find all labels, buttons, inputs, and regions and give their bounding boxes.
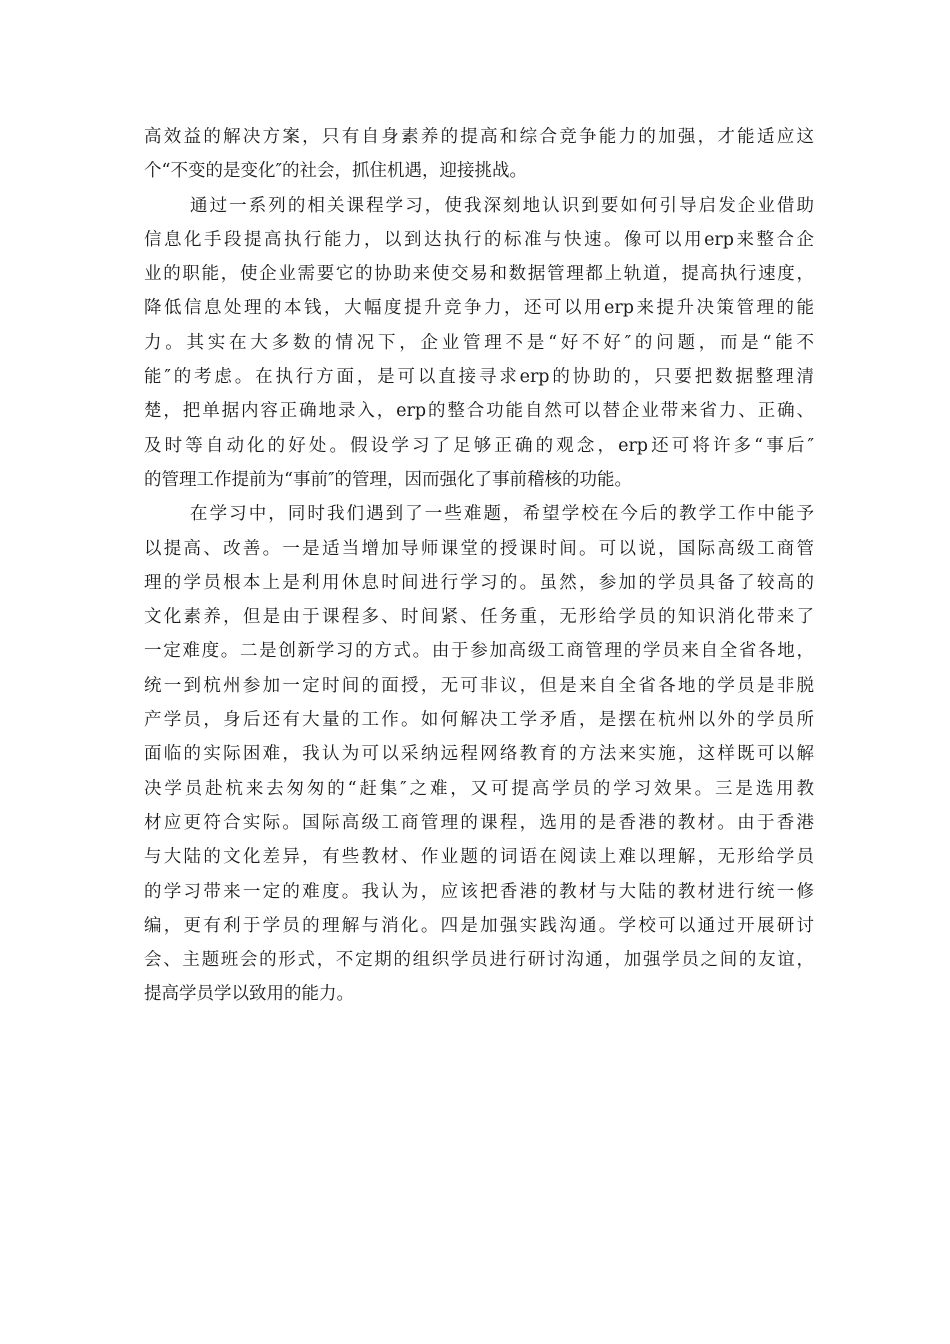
paragraph-3-line-6: 统一到杭州参加一定时间的面授，无可非议，但是来自全省各地的学员是非脱 bbox=[144, 675, 814, 696]
paragraph-2-line-7: 楚，把单据内容正确地录入，erp的整合功能自然可以替企业带来省力、正确、 bbox=[144, 401, 814, 422]
paragraph-1-line-2: 个“不变的是变化″的社会，抓住机遇，迎接挑战。 bbox=[144, 161, 527, 182]
paragraph-1-line-1: 高效益的解决方案，只有自身素养的提高和综合竞争能力的加强，才能适应这 bbox=[144, 127, 814, 147]
paragraph-3-line-7: 产学员，身后还有大量的工作。如何解决工学矛盾，是摆在杭州以外的学员所 bbox=[144, 710, 814, 731]
paragraph-2-line-6: 能″的考虑。在执行方面，是可以直接寻求erp的协助的，只要把数据整理清 bbox=[144, 367, 814, 388]
body-text bbox=[144, 120, 814, 1012]
paragraph-2-line-3: 业的职能，使企业需要它的协助来使交易和数据管理都上轨道，提高执行速度， bbox=[144, 264, 814, 285]
paragraph-3-line-10: 材应更符合实际。国际高级工商管理的课程，选用的是香港的教材。由于香港 bbox=[144, 812, 814, 833]
paragraph-3-line-3: 理的学员根本上是利用休息时间进行学习的。虽然，参加的学员具备了较高的 bbox=[144, 572, 814, 593]
paragraph-3-line-2: 以提高、改善。一是适当增加导师课堂的授课时间。可以说，国际高级工商管 bbox=[144, 538, 814, 559]
paragraph-3-line-14: 会、主题班会的形式，不定期的组织学员进行研讨沟通，加强学员之间的友谊， bbox=[144, 950, 814, 971]
paragraph-2-line-5: 力。其实在大多数的情况下，企业管理不是“好不好″的问题，而是“能不 bbox=[144, 332, 814, 353]
paragraph-3-line-11: 与大陆的文化差异，有些教材、作业题的词语在阅读上难以理解，无形给学员 bbox=[144, 847, 814, 868]
paragraph-2-line-8: 及时等自动化的好处。假设学习了足够正确的观念，erp还可将许多“事后″ bbox=[144, 435, 814, 456]
paragraph-3-line-13: 编，更有利于学员的理解与消化。四是加强实践沟通。学校可以通过开展研讨 bbox=[144, 915, 814, 936]
paragraph-3-line-1: 在学习中，同时我们遇到了一些难题，希望学校在今后的教学工作中能予 bbox=[190, 504, 814, 525]
paragraph-3-line-4: 文化素养，但是由于课程多、时间紧、任务重，无形给学员的知识消化带来了 bbox=[144, 607, 814, 628]
paragraph-3-line-8: 面临的实际困难，我认为可以采纳远程网络教育的方法来实施，这样既可以解 bbox=[144, 744, 814, 765]
paragraph-2-line-1: 通过一系列的相关课程学习，使我深刻地认识到要如何引导启发企业借助 bbox=[190, 195, 814, 216]
paragraph-2-line-9: 的管理工作提前为“事前″的管理，因而强化了事前稽核的功能。 bbox=[144, 469, 632, 490]
paragraph-3-line-9: 决学员赴杭来去匆匆的“赶集″之难，又可提高学员的学习效果。三是选用教 bbox=[144, 778, 814, 799]
paragraph-2-line-4: 降低信息处理的本钱，大幅度提升竞争力，还可以用erp来提升决策管理的能 bbox=[144, 298, 814, 319]
paragraph-3-line-15: 提高学员学以致用的能力。 bbox=[144, 984, 354, 1005]
paragraph-3-line-5: 一定难度。二是创新学习的方式。由于参加高级工商管理的学员来自全省各地， bbox=[144, 641, 814, 662]
paragraph-2-line-2: 信息化手段提高执行能力，以到达执行的标准与快速。像可以用erp来整合企 bbox=[144, 229, 814, 250]
paragraph-3-line-12: 的学习带来一定的难度。我认为，应该把香港的教材与大陆的教材进行统一修 bbox=[144, 881, 814, 902]
